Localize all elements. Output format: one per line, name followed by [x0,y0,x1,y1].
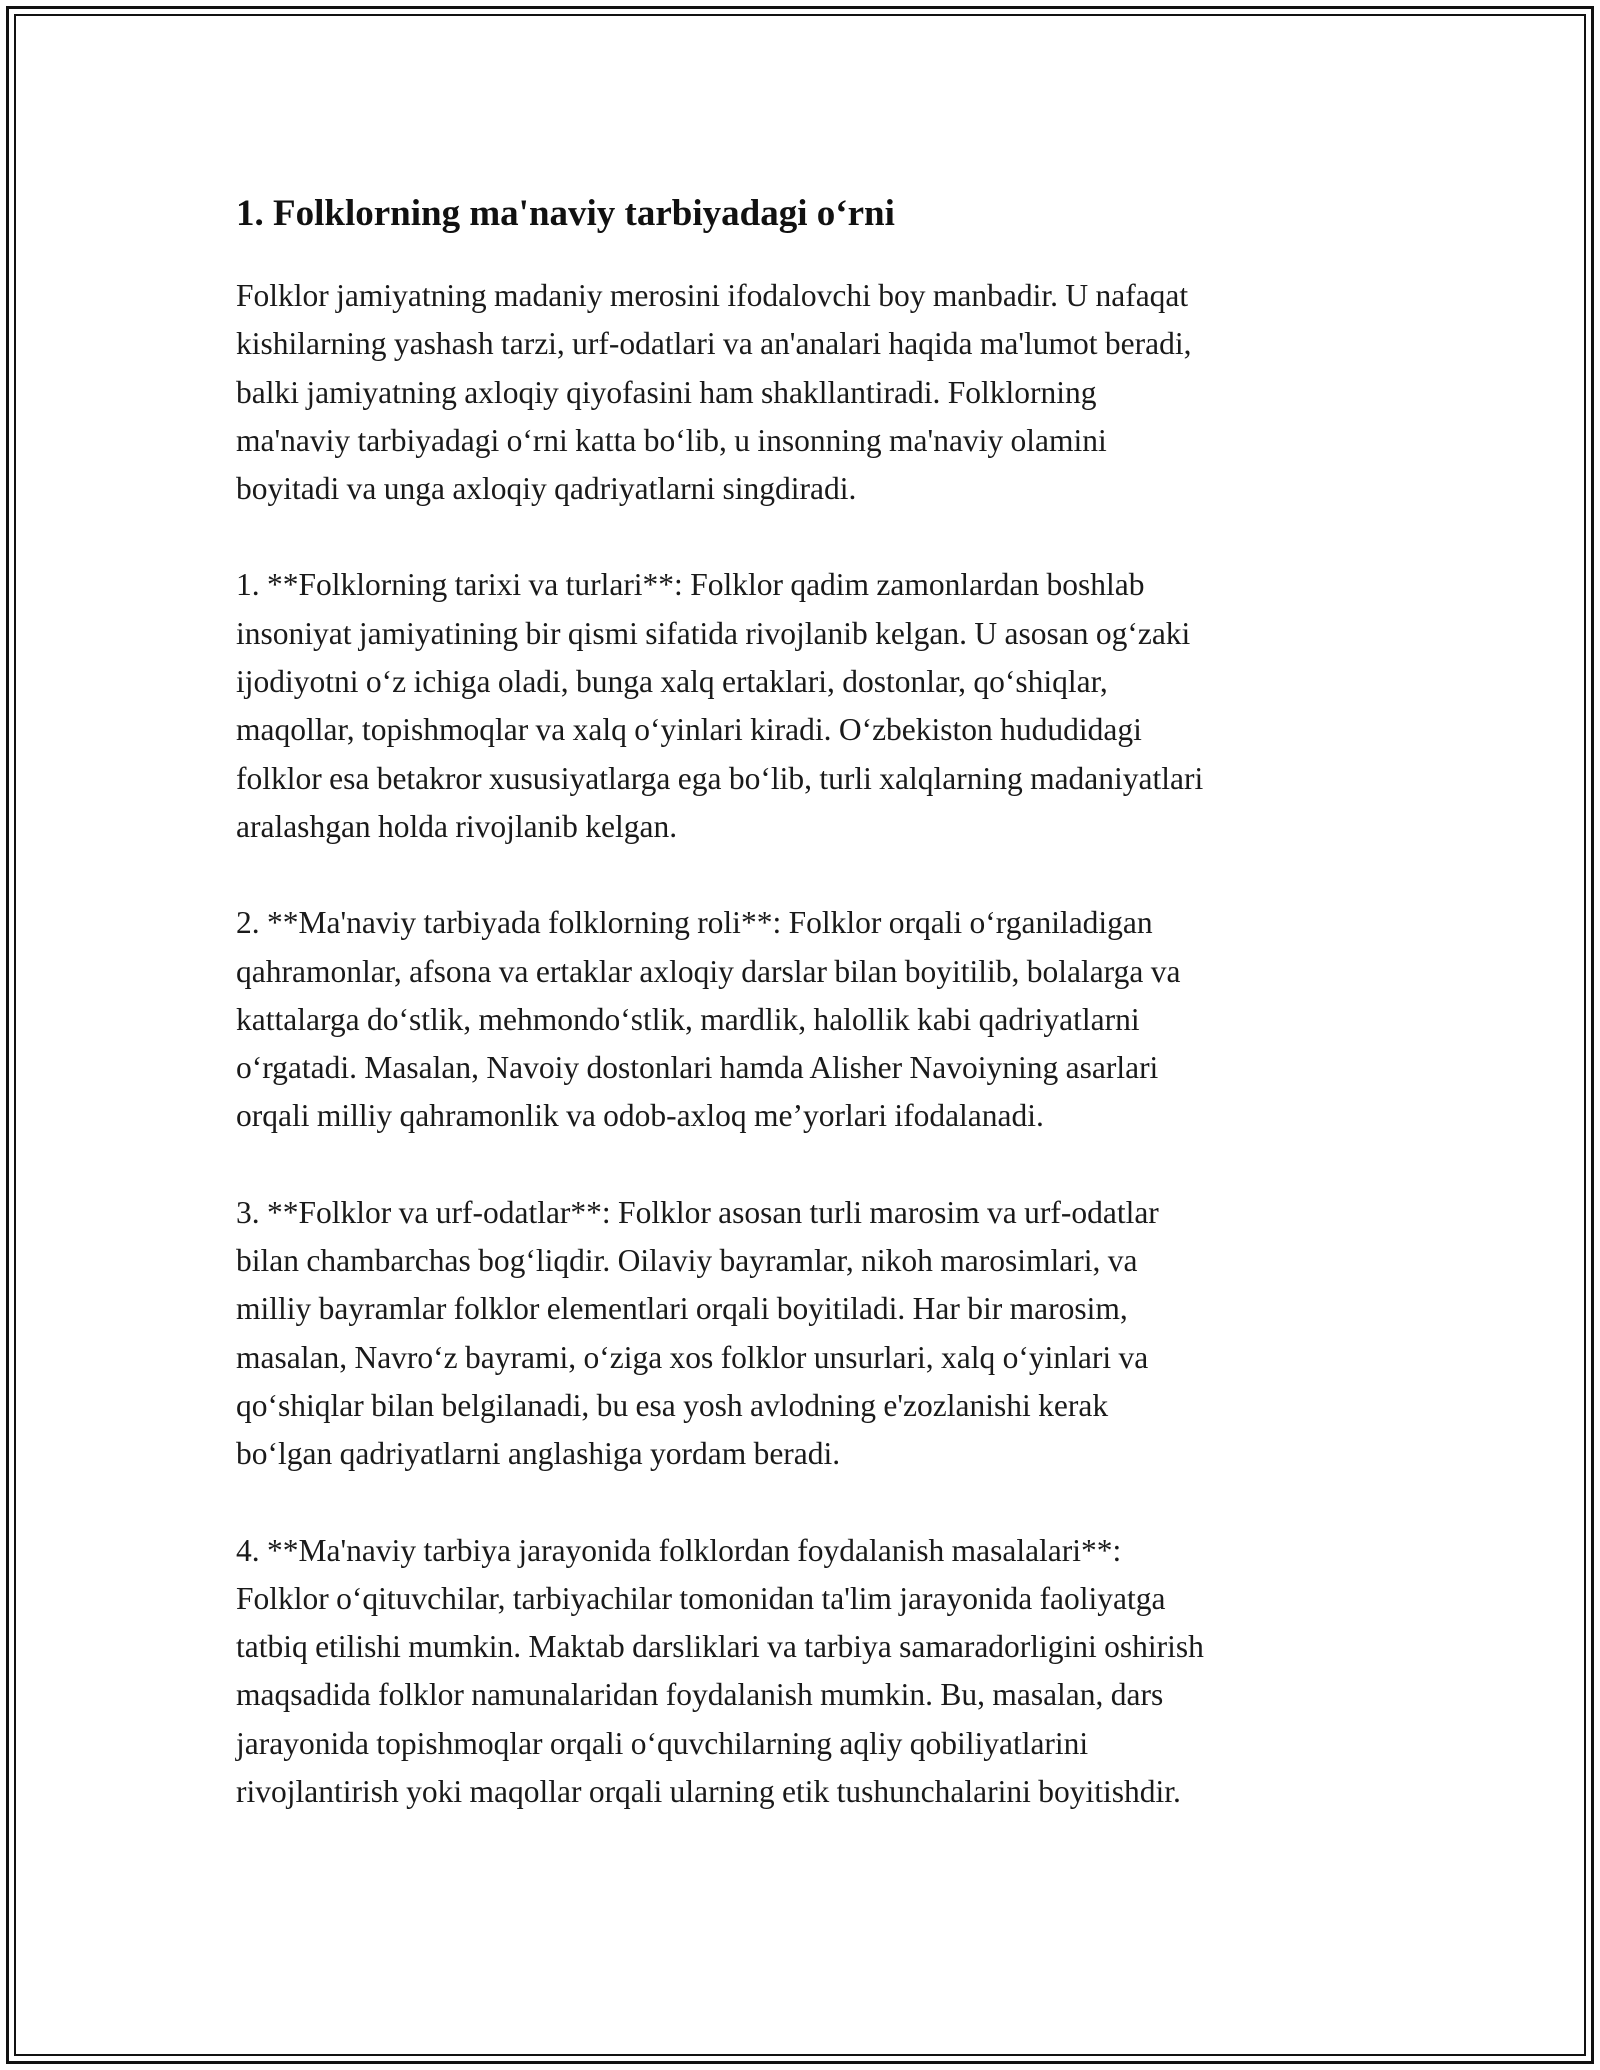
paragraph-role-in-education: 2. **Ma'naviy tarbiyada folklorning roli**: Folklor orqali o‘rganiladigan qahramonlar, afsona va ertaklar axloqiy darslar bilan boyitilib, bolalarga va kattalarga do‘stlik, mehmondo‘stlik, mardlik, halollik kabi qadriyatlarni o‘rgatadi. Masalan, Navoiy dostonlari hamda Alisher Navoiyning asarlari orqali milliy qahramonlik va odob-axloq me’yorlari ifodalanadi. [236,905,1181,1134]
paragraph-folklore-and-customs: 3. **Folklor va urf-odatlar**: Folklor asosan turli marosim va urf-odatlar bilan chambarchas bog‘liqdir. Oilaviy bayramlar, nikoh marosimlari, va milliy bayramlar folklor elementlari orqali boyitiladi. Har bir marosim, masalan, Navro‘z bayrami, o‘ziga xos folklor unsurlari, xalq o‘yinlari va qo‘shiqlar bilan belgilanadi, bu esa yosh avlodning e'zozlanishi kerak bo‘lgan qadriyatlarni anglashiga yordam beradi. [236,1194,1159,1472]
intro-paragraph: Folklor jamiyatning madaniy merosini ifodalovchi boy manbadir. U nafaqat kishilarning yashash tarzi, urf-odatlari va an'analari haqida ma'lumot beradi, balki jamiyatning axloqiy qiyofasini ham shakllantiradi. Folklorning ma'naviy tarbiyadagi o‘rni katta bo‘lib, u insonning ma'naviy olamini boyitadi va unga axloqiy qadriyatlarni singdiradi. [236,278,1192,507]
section-heading: 1. Folklorning ma'naviy tarbiyadagi o‘rni [236,193,895,234]
paragraph-use-in-education: 4. **Ma'naviy tarbiya jarayonida folklordan foydalanish masalalari**: Folklor o‘qituvchilar, tarbiyachilar tomonidan ta'lim jarayonida faoliyatga tatbiq etilishi mumkin. Maktab darsliklari va tarbiya samaradorligini oshirish maqsadida folklor namunalaridan foydalanish mumkin. Bu, masalan, dars jarayonida topishmoqlar orqali o‘quvchilarning aqliy qobiliyatlarini rivojlantirish yoki maqollar orqali ularning etik tushunchalarini boyitishdir. [236,1532,1204,1810]
paragraph-history-and-types: 1. **Folklorning tarixi va turlari**: Folklor qadim zamonlardan boshlab insoniyat jamiyatining bir qismi sifatida rivojlanib kelgan. U asosan og‘zaki ijodiyotni o‘z ichiga oladi, bunga xalq ertaklari, dostonlar, qo‘shiqlar, maqollar, topishmoqlar va xalq o‘yinlari kiradi. O‘zbekiston hududidagi folklor esa betakror xususiyatlarga ega bo‘lib, turli xalqlarning madaniyatlari aralashgan holda rivojlanib kelgan. [236,567,1204,844]
document-body [236,188,1376,1864]
